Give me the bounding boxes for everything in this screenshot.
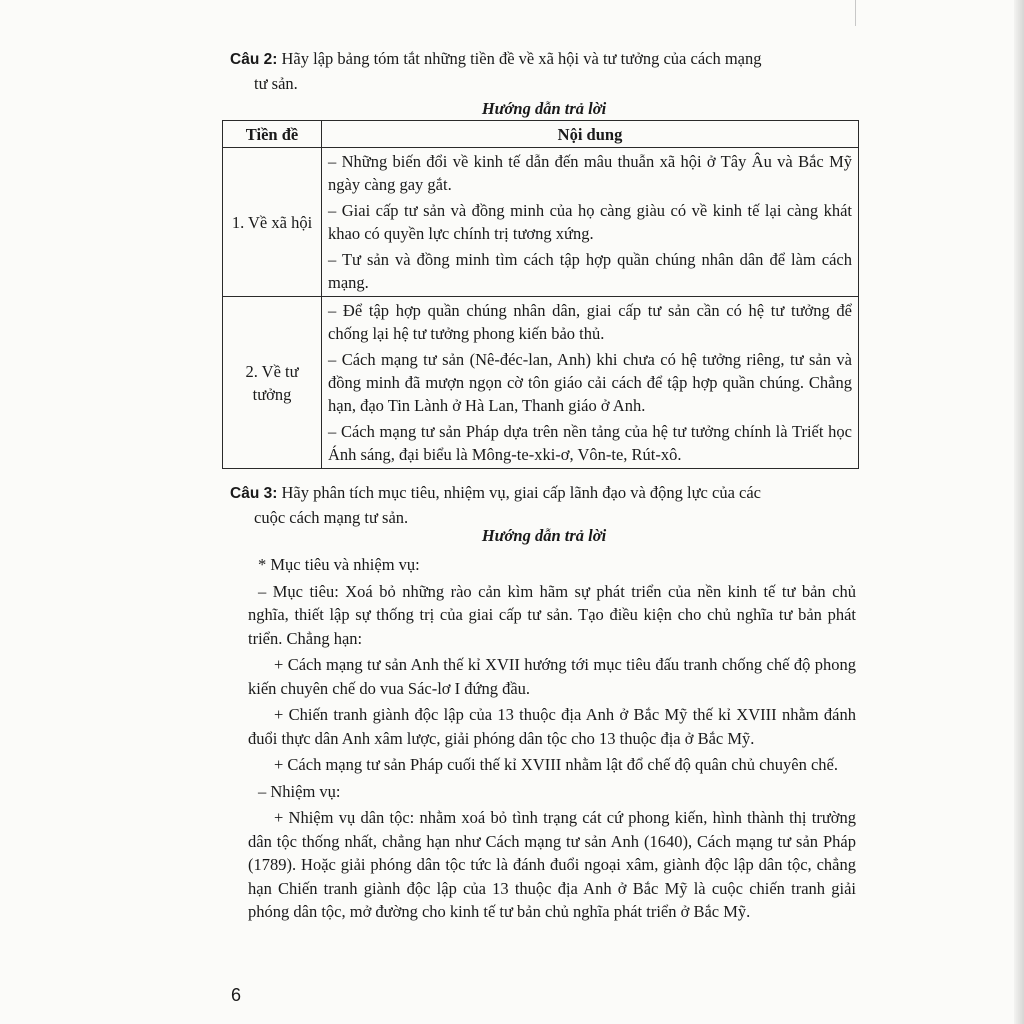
header-content: Nội dung xyxy=(322,121,859,148)
table-row-social xyxy=(223,148,859,297)
question-2-text: Hãy lập bảng tóm tắt những tiền đề về xã hội và tư tưởng của cách mạng xyxy=(281,49,762,68)
table-row-ideology xyxy=(223,297,859,469)
question-3-text-cont: cuộc cách mạng tư sản. xyxy=(254,508,409,527)
question-2-label: Câu 2: xyxy=(230,51,278,68)
question-3-label: Câu 3: xyxy=(230,485,278,502)
summary-table xyxy=(222,120,859,469)
page-number: 6 xyxy=(231,985,242,1005)
page-edge-shadow xyxy=(1014,0,1024,1024)
content-ideology xyxy=(322,297,859,469)
question-2 xyxy=(230,47,860,96)
content-social xyxy=(322,148,859,297)
paragraph-north-america: + Chiến tranh giành độc lập của 13 thuộc địa Anh ở Bắc Mỹ thế kỉ XVIII nhằm đánh đuổi thực dân Anh xâm lược, giải phóng dân tộc cho 13 thuộc địa ở Bắc Mỹ. xyxy=(248,705,856,748)
category-ideology: 2. Về tư tưởng xyxy=(223,297,322,469)
paragraph-goals: – Mục tiêu: Xoá bỏ những rào cản kìm hãm sự phát triển của nền kinh tế tư bản chủ nghĩa, thiết lập sự thống trị của giai cấp tư sản. Tạo điều kiện cho chủ nghĩa tư bản phát triển. Chẳng hạn: xyxy=(248,581,856,648)
paragraph-england: + Cách mạng tư sản Anh thế kỉ XVII hướng tới mục tiêu đấu tranh chống chế độ phong kiến chuyên chế do vua Sác-lơ I đứng đầu. xyxy=(248,655,856,698)
paragraph-national-tasks: + Nhiệm vụ dân tộc: nhằm xoá bỏ tình trạng cát cứ phong kiến, hình thành thị trường dân tộc thống nhất, chẳng hạn như Cách mạng tư sản Anh (1640), Cách mạng tư sản Pháp (1789). Hoặc giải phóng dân tộc tức là đánh đuổi ngoại xâm, giành độc lập dân tộc, chẳng hạn Chiến tranh giành độc lập của 13 thuộc địa Anh ở Bắc Mỹ là cuộc chiến tranh giải phóng dân tộc, mở đường cho kinh tế tư bản chủ nghĩa phát triển ở Bắc Mỹ. xyxy=(248,808,856,921)
paragraph-tasks: – Nhiệm vụ: xyxy=(258,781,341,801)
paragraph-france: + Cách mạng tư sản Pháp cuối thế kỉ XVIII nhằm lật đổ chế độ quân chủ chuyên chế. xyxy=(274,755,838,774)
question-3-text: Hãy phân tích mục tiêu, nhiệm vụ, giai cấp lãnh đạo và động lực của các xyxy=(281,483,761,502)
question-2-text-cont: tư sản. xyxy=(254,74,298,93)
paragraph-goals-tasks: * Mục tiêu và nhiệm vụ: xyxy=(258,555,420,574)
header-premise: Tiền đề xyxy=(223,121,322,148)
table-header-row xyxy=(223,121,859,148)
list-item: – Cách mạng tư sản Pháp dựa trên nền tảng của hệ tư tưởng chính là Triết học Ánh sáng, đại biểu là Mông-te-xki-ơ, Vôn-te, Rút-xô. xyxy=(328,422,852,464)
page-edge-line xyxy=(855,0,856,26)
answer-body xyxy=(248,553,856,927)
question-3-answer-heading: Hướng dẫn trả lời xyxy=(481,526,607,545)
list-item: – Tư sản và đồng minh tìm cách tập hợp quần chúng nhân dân để làm cách mạng. xyxy=(328,250,852,292)
list-item: – Những biến đổi về kinh tế dẫn đến mâu thuẫn xã hội ở Tây Âu và Bắc Mỹ ngày càng gay gắt. xyxy=(328,152,852,194)
list-item: – Giai cấp tư sản và đồng minh của họ càng giàu có về kinh tế lại càng khát khao có quyền lực chính trị tương xứng. xyxy=(328,201,852,243)
category-social: 1. Về xã hội xyxy=(223,148,322,297)
question-2-answer-heading: Hướng dẫn trả lời xyxy=(481,99,607,118)
list-item: – Cách mạng tư sản (Nê-đéc-lan, Anh) khi chưa có hệ tưởng riêng, tư sản và đồng minh đã mượn ngọn cờ tôn giáo cải cách để tập hợp quần chúng. Chẳng hạn, đạo Tin Lành ở Hà Lan, Thanh giáo ở Anh. xyxy=(328,350,852,415)
question-3 xyxy=(230,481,860,530)
list-item: – Để tập hợp quần chúng nhân dân, giai cấp tư sản cần có hệ tư tưởng để chống lại hệ tư tưởng phong kiến bảo thủ. xyxy=(328,301,852,343)
